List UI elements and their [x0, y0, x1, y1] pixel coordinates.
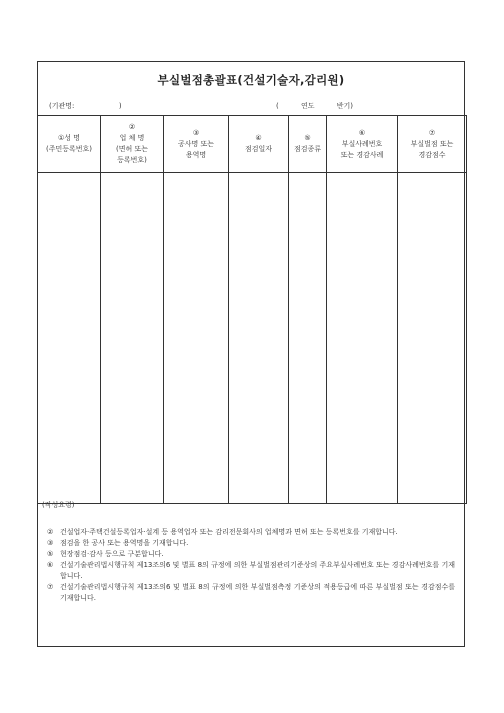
instruction-text: 현장점검·감사 등으로 구분합니다.	[60, 550, 164, 558]
instruction-marker: ⑦	[47, 583, 54, 591]
instruction-marker: ⑤	[47, 550, 54, 558]
header-project: ③ 공사명 또는 용역명	[164, 116, 229, 173]
cell-case-number[interactable]	[327, 173, 398, 504]
cell-name[interactable]	[38, 173, 101, 504]
instructions-list	[47, 527, 455, 604]
instruction-marker: ③	[47, 539, 54, 547]
instruction-text: 건설업자·주택건설등록업자·설계 등 용역업자 또는 감리전문회사의 업체명과 면허 또는 등록번호를 기재합니다.	[60, 528, 398, 536]
header-inspection-type: ⑤ 점검종류	[289, 116, 327, 173]
header-company: ② 업 체 명 (면허 또는 등록번호)	[101, 116, 164, 173]
table-row	[38, 173, 467, 504]
penalty-table	[37, 115, 467, 504]
instruction-marker: ⑥	[47, 561, 54, 569]
cell-company[interactable]	[101, 173, 164, 504]
instruction-text: 건설기술관리법시행규칙 제13조의6 및 별표 8의 규정에 의한 부실벌점관리기준상의 주요부실사례번호 또는 경감사례번호를 기재합니다.	[60, 561, 455, 580]
instruction-item	[47, 582, 455, 604]
instruction-text: 건설기술관리법시행규칙 제13조의6 및 별표 8의 규정에 의한 부실벌점측정 기준상의 적용등급에 따른 부실벌점 또는 경감점수를 기재합니다.	[60, 583, 455, 602]
table-header-row	[38, 116, 467, 173]
instructions-heading: (작성요령)	[42, 501, 75, 509]
instruction-item	[47, 560, 455, 582]
cell-inspection-type[interactable]	[289, 173, 327, 504]
form-title: 부실벌점총괄표(건설기술자,감리원)	[157, 73, 345, 87]
instruction-item	[47, 527, 455, 538]
cell-project[interactable]	[164, 173, 229, 504]
header-name: ①성 명 (주민등록번호)	[38, 116, 101, 173]
instruction-item	[47, 549, 455, 560]
header-penalty-score: ⑦ 부실벌점 또는 경감점수	[398, 116, 467, 173]
instruction-marker: ②	[47, 528, 54, 536]
header-case-number: ⑥ 부실사례번호 또는 경감사례	[327, 116, 398, 173]
instruction-item	[47, 538, 455, 549]
header-inspection-date: ④ 점검일자	[229, 116, 289, 173]
agency-field: (기관명: )	[49, 102, 122, 110]
form-frame	[37, 61, 465, 647]
cell-inspection-date[interactable]	[229, 173, 289, 504]
instruction-text: 점검을 한 공사 또는 용역명을 기재합니다.	[60, 539, 189, 547]
cell-penalty-score[interactable]	[398, 173, 467, 504]
period-field: ( 연도 반기)	[276, 102, 354, 110]
